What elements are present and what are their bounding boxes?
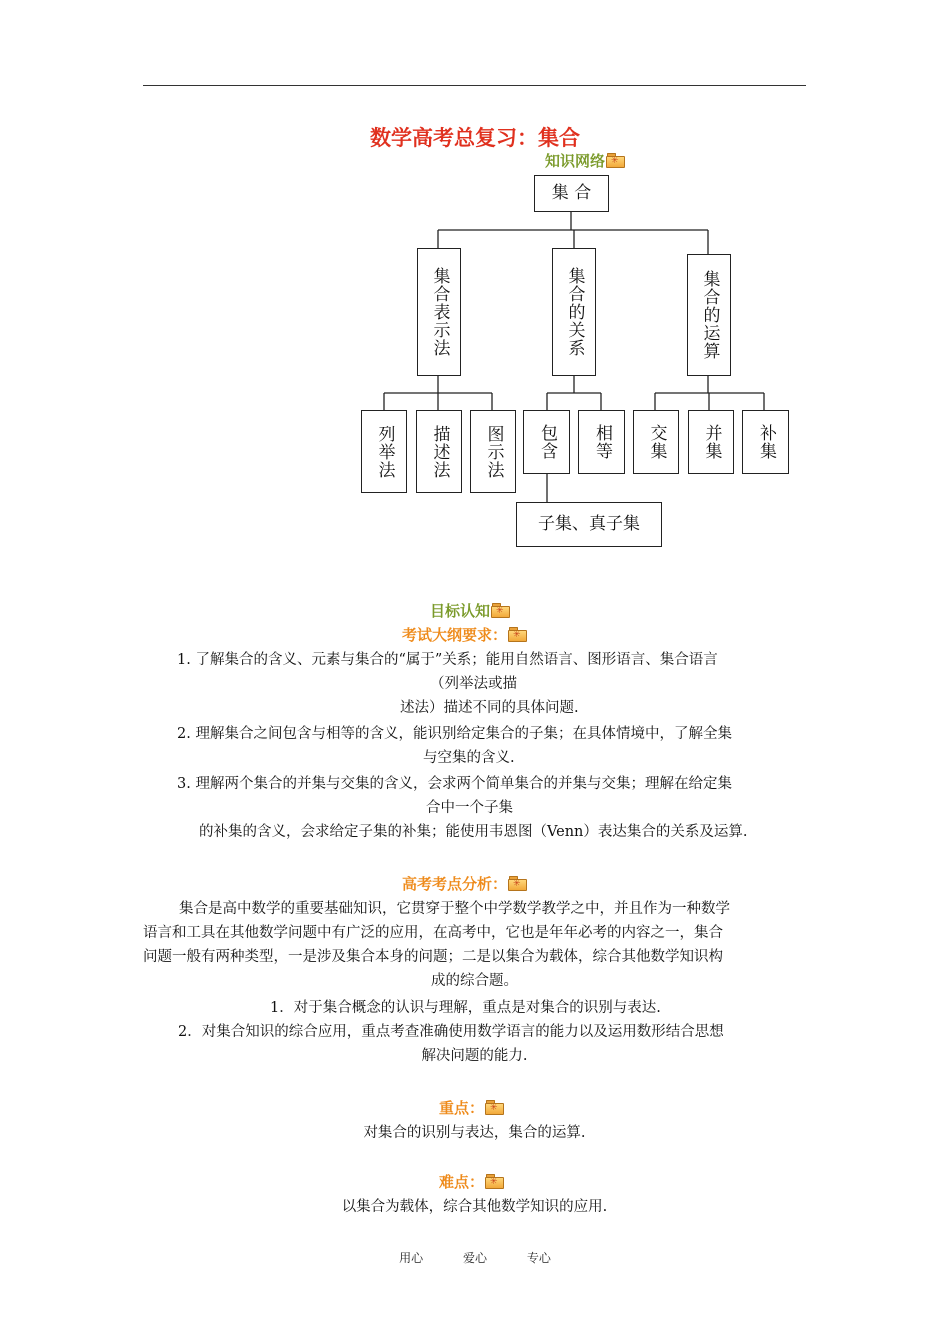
analysis-point-2-line-2: 解决问题的能力. xyxy=(421,1048,528,1064)
analysis-line-4: 成的综合题。 xyxy=(431,973,518,989)
analysis-heading xyxy=(402,873,527,894)
outline-item-1-line-2: （列举法或描 xyxy=(430,676,517,692)
outline-item-3 xyxy=(177,772,817,844)
section-knowledge-label: 知识网络 xyxy=(545,152,606,170)
footer-item: 专心 xyxy=(526,1251,551,1265)
analysis-label: 高考考点分析： xyxy=(402,875,508,893)
folder-icon: ✳ xyxy=(485,1174,504,1189)
key-points-heading xyxy=(439,1097,504,1118)
page-title: 数学高考总复习：集合 xyxy=(370,126,580,150)
outline-item-2-line-2: 与空集的含义. xyxy=(423,750,515,766)
outline-item-1 xyxy=(177,648,817,720)
outline-item-1-line-3: 述法）描述不同的具体问题. xyxy=(400,700,579,716)
folder-icon: ✳ xyxy=(508,876,527,891)
tree-node-union: 并集 xyxy=(688,410,734,474)
exam-outline-heading xyxy=(402,624,527,645)
outline-item-2 xyxy=(177,722,817,770)
folder-icon: ✳ xyxy=(485,1100,504,1115)
outline-item-3-line-2: 合中一个子集 xyxy=(426,800,513,816)
tree-root-node: 集 合 xyxy=(534,175,609,212)
section-goal xyxy=(430,600,510,621)
tree-node-complement: 补集 xyxy=(742,410,789,474)
exam-outline-label: 考试大纲要求： xyxy=(402,626,508,644)
analysis-line-2: 语言和工具在其他数学问题中有广泛的应用，在高考中，它也是年年必考的内容之一，集合 xyxy=(143,925,723,941)
tree-node-operations: 集合的运算 xyxy=(687,254,731,376)
tree-node-representation: 集合表示法 xyxy=(417,248,461,376)
section-goal-label: 目标认知 xyxy=(430,602,491,620)
outline-item-3-line-1: 3. 理解两个集合的并集与交集的含义，会求两个简单集合的并集与交集；理解在给定集 xyxy=(177,776,732,792)
analysis-point-2-line-1: 2．对集合知识的综合应用，重点考查准确使用数学语言的能力以及运用数形结合思想 xyxy=(178,1024,724,1040)
knowledge-tree xyxy=(0,0,950,560)
difficult-points-text: 以集合为载体，综合其他数学知识的应用. xyxy=(341,1199,608,1215)
tree-node-subsets: 子集、真子集 xyxy=(516,502,662,547)
analysis-point-1: 1．对于集合概念的认识与理解，重点是对集合的识别与表达. xyxy=(270,1000,661,1016)
analysis-line-1: 集合是高中数学的重要基础知识，它贯穿于整个中学数学教学之中，并且作为一种数学 xyxy=(179,901,730,917)
footer-item: 用心 xyxy=(399,1251,424,1265)
folder-icon: ✳ xyxy=(491,603,510,618)
key-points-text: 对集合的识别与表达，集合的运算. xyxy=(363,1125,586,1141)
outline-item-2-line-1: 2. 理解集合之间包含与相等的含义，能识别给定集合的子集；在具体情境中，了解全集 xyxy=(177,726,732,742)
tree-node-equality: 相等 xyxy=(578,410,625,474)
analysis-line-3: 问题一般有两种类型，一是涉及集合本身的问题；二是以集合为载体，综合其他数学知识构 xyxy=(143,949,723,965)
tree-node-inclusion: 包含 xyxy=(523,410,570,474)
analysis-points xyxy=(143,996,813,1068)
key-points-label: 重点： xyxy=(439,1099,485,1117)
folder-icon: ✳ xyxy=(606,153,625,168)
folder-icon: ✳ xyxy=(508,627,527,642)
tree-node-intersection: 交集 xyxy=(633,410,679,474)
difficult-points-label: 难点： xyxy=(439,1173,485,1191)
tree-node-diagram: 图示法 xyxy=(470,410,516,493)
analysis-paragraph xyxy=(143,897,813,993)
tree-node-relations: 集合的关系 xyxy=(552,248,596,376)
footer-item: 爱心 xyxy=(462,1251,487,1265)
page-footer xyxy=(0,1249,950,1266)
difficult-points-heading xyxy=(439,1171,504,1192)
tree-node-enumeration: 列举法 xyxy=(361,410,407,493)
tree-node-description: 描述法 xyxy=(416,410,462,493)
outline-item-1-line-1: 1. 了解集合的含义、元素与集合的“属于”关系；能用自然语言、图形语言、集合语言 xyxy=(177,652,718,668)
outline-item-3-line-3: 的补集的含义，会求给定子集的补集；能使用韦恩图（Venn）表达集合的关系及运算. xyxy=(199,824,748,840)
